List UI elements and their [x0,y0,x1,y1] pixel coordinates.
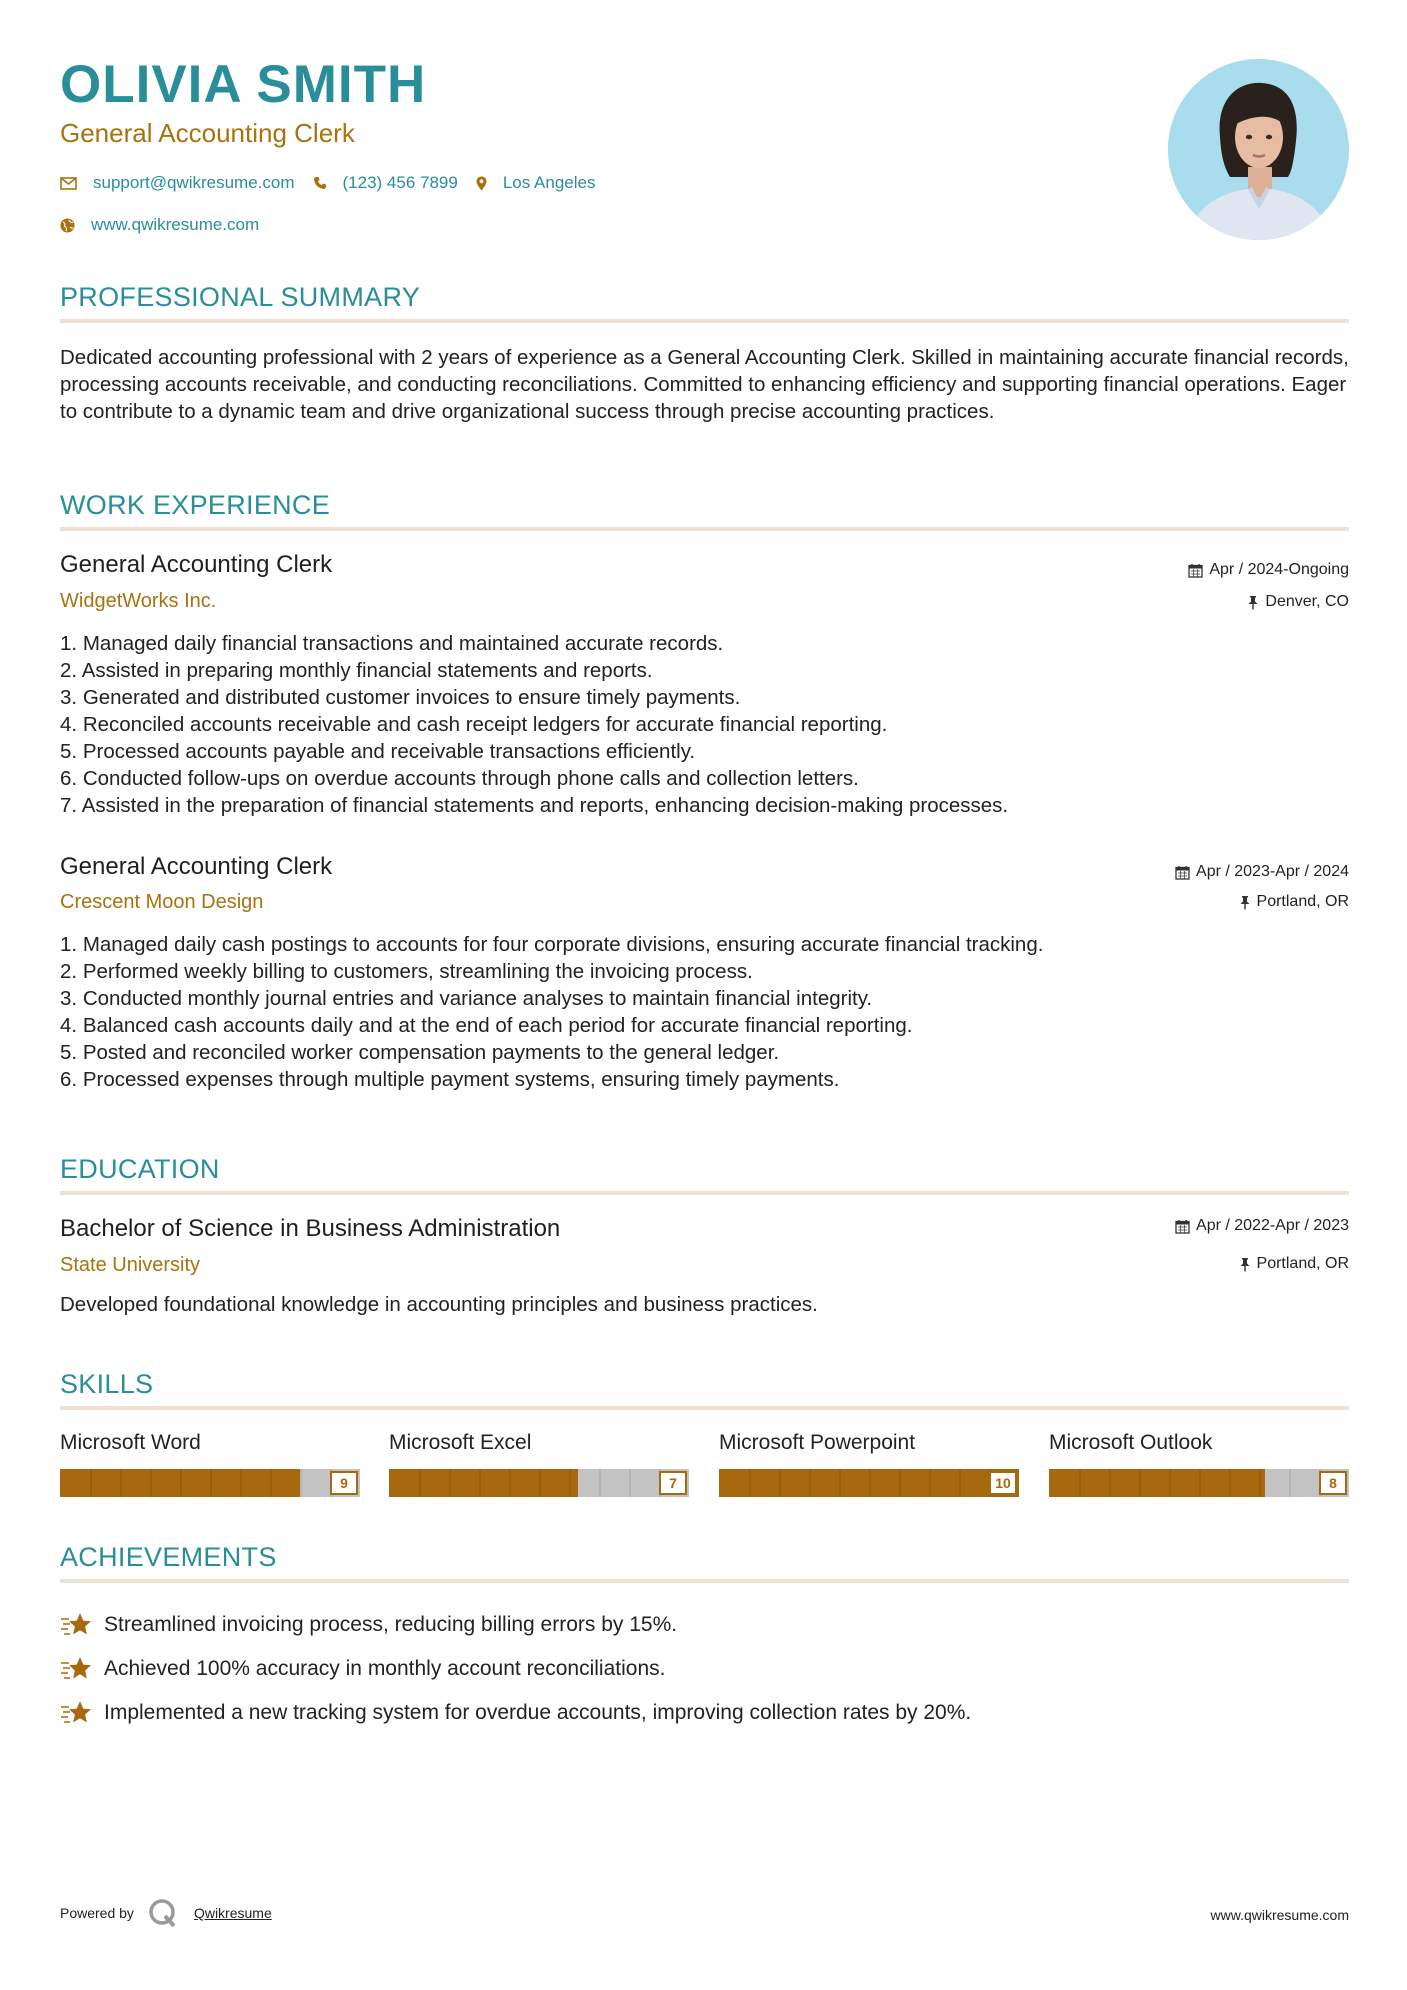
skill-bar-segment [1229,1469,1231,1497]
duty-item: 4. Balanced cash accounts daily and at the end of each period for accurate financial reporting. [60,1014,913,1037]
duty-item: 2. Assisted in preparing monthly financial statements and reports. [60,659,653,682]
skill-bar-segment [899,1469,901,1497]
section-divider [60,1191,1349,1195]
summary-text: Dedicated accounting professional with 2 years of experience as a General Accounting Clerk. Skilled in maintaining accurate financial records, processing accounts receivable, and conducting reconciliations. Committed to enhancing efficiency and supporting financial operations. Eager to contribute to a dynamic team and drive organizational success through precise accounting practices. [60,346,1349,423]
duty-item: 4. Reconciled accounts receivable and cash receipt ledgers for accurate financial reporting. [60,713,888,736]
duty-item: 1. Managed daily cash postings to accounts for four corporate divisions, ensuring accurate financial tracking. [60,933,1044,956]
skill-bar-segment [1139,1469,1141,1497]
duty-item: 3. Conducted monthly journal entries and variance analyses to maintain financial integrity. [60,987,873,1010]
pushpin-icon [1239,1257,1251,1272]
achievement-item [60,1647,971,1691]
section-divider [60,527,1349,531]
education-location [1239,1256,1349,1272]
skill-bar-segment [749,1469,751,1497]
skill-bar-segment [1169,1469,1171,1497]
duty-item: 7. Assisted in the preparation of financial statements and reports, enhancing decision-making processes. [60,794,1009,817]
skill-score: 9 [330,1471,358,1495]
skill-score: 10 [989,1471,1017,1495]
duty-item: 1. Managed daily financial transactions and maintained accurate records. [60,632,724,655]
calendar-icon [1188,563,1203,578]
map-pin-icon [476,176,487,191]
skill-bar [719,1469,1019,1497]
achievement-text: Achieved 100% accuracy in monthly account reconciliations. [104,1657,666,1680]
skill-bar-segment [539,1469,541,1497]
job-duties-list [60,931,1349,1093]
skill-name: Microsoft Outlook [1049,1431,1213,1454]
skill-name: Microsoft Excel [389,1431,532,1454]
calendar-icon [1175,1219,1190,1234]
skill-bar-segment [120,1469,122,1497]
skill-score: 7 [659,1471,687,1495]
skill-bar-fill [1049,1469,1265,1497]
star-icon [60,1700,92,1726]
envelope-icon [60,177,77,190]
achievements-list [60,1603,971,1735]
section-divider [60,1579,1349,1583]
star-icon [60,1612,92,1638]
achievement-text: Streamlined invoicing process, reducing billing errors by 15%. [104,1613,678,1636]
section-title-experience: WORK EXPERIENCE [60,490,331,520]
skill-bar-segment [629,1469,631,1497]
job-company: WidgetWorks Inc. [60,590,217,612]
skill-bar-segment [839,1469,841,1497]
job-title: General Accounting Clerk [60,551,333,578]
contact-phone[interactable] [313,173,458,193]
skill-bar-segment [479,1469,481,1497]
duty-item: 5. Processed accounts payable and receivable transactions efficiently. [60,740,696,763]
qwikresume-logo-icon [148,1898,178,1928]
skill-name: Microsoft Word [60,1431,201,1454]
qwikresume-link[interactable]: Qwikresume [193,1905,272,1921]
skill-bar-segment [150,1469,152,1497]
contact-row-website [60,215,277,235]
calendar-icon [1175,865,1190,880]
duty-item: 5. Posted and reconciled worker compensation payments to the general ledger. [60,1041,780,1064]
skill-bar-segment [569,1469,571,1497]
job-location [1247,594,1349,610]
skill-bar-segment [419,1469,421,1497]
footer-powered-by [60,1898,272,1928]
phone-icon [313,176,327,190]
duty-item: 2. Performed weekly billing to customers, streamlining the invoicing process. [60,960,753,983]
email-text: support@qwikresume.com [93,173,295,192]
skill-bar-fill [389,1469,578,1497]
profile-photo-image [1168,59,1349,240]
section-divider [60,319,1349,323]
skill-item [1049,1431,1349,1491]
skill-name: Microsoft Powerpoint [719,1431,916,1454]
contact-email[interactable] [60,173,295,193]
skill-bar-segment [449,1469,451,1497]
duty-item: 6. Processed expenses through multiple payment systems, ensuring timely payments. [60,1068,840,1091]
skill-bar-segment [779,1469,781,1497]
candidate-name: OLIVIA SMITH [60,55,427,114]
job-location [1239,894,1349,910]
skill-bar-segment [1079,1469,1081,1497]
skill-bar-segment [1259,1469,1261,1497]
education-dates-text: Apr / 2022-Apr / 2023 [1196,1217,1349,1234]
skill-bar-segment [240,1469,242,1497]
skill-bar-segment [1109,1469,1111,1497]
contact-website[interactable] [60,215,259,235]
candidate-title: General Accounting Clerk [60,118,355,148]
skill-bar-segment [929,1469,931,1497]
duty-item: 6. Conducted follow-ups on overdue accounts through phone calls and collection letters. [60,767,859,790]
skill-bar-segment [90,1469,92,1497]
job-location-text: Portland, OR [1256,893,1349,910]
website-text: www.qwikresume.com [91,215,260,234]
pushpin-icon [1247,595,1259,610]
profile-photo [1168,59,1349,240]
job-dates [1188,562,1349,578]
job-title: General Accounting Clerk [60,853,333,880]
job-company: Crescent Moon Design [60,891,264,913]
skill-bar-segment [509,1469,511,1497]
section-title-skills: SKILLS [60,1369,154,1399]
skill-bar-segment [809,1469,811,1497]
education-school: State University [60,1254,201,1276]
skill-bar-segment [300,1469,302,1497]
contact-row [60,173,613,193]
skill-bar-segment [270,1469,272,1497]
footer-url[interactable]: www.qwikresume.com [1210,1907,1349,1923]
skill-bar-segment [1289,1469,1291,1497]
skill-bar-segment [210,1469,212,1497]
section-divider [60,1406,1349,1410]
skill-bar-segment [1199,1469,1201,1497]
duty-item: 3. Generated and distributed customer invoices to ensure timely payments. [60,686,741,709]
skill-bar [60,1469,360,1497]
globe-icon [60,218,75,233]
section-title-education: EDUCATION [60,1154,220,1184]
pushpin-icon [1239,895,1251,910]
skill-bar-segment [869,1469,871,1497]
phone-text: (123) 456 7899 [342,173,458,192]
skill-bar-segment [599,1469,601,1497]
location-text: Los Angeles [502,173,596,192]
job-location-text: Denver, CO [1265,593,1349,610]
education-location-text: Portland, OR [1256,1255,1349,1272]
achievement-item [60,1691,971,1735]
contact-location [476,173,596,193]
skill-item [389,1431,689,1491]
skill-item [60,1431,360,1491]
education-description: Developed foundational knowledge in accounting principles and business practices. [60,1293,818,1316]
achievement-text: Implemented a new tracking system for overdue accounts, improving collection rates by 20%. [104,1701,972,1724]
section-title-achievements: ACHIEVEMENTS [60,1542,277,1572]
job-duties-list [60,630,1349,819]
job-dates-text: Apr / 2024-Ongoing [1209,561,1349,578]
skill-bar-segment [959,1469,961,1497]
section-title-summary: PROFESSIONAL SUMMARY [60,282,421,312]
star-icon [60,1656,92,1682]
powered-by-label: Powered by [60,1905,134,1921]
skill-score: 8 [1319,1471,1347,1495]
education-degree: Bachelor of Science in Business Administration [60,1215,561,1242]
skill-bar [1049,1469,1349,1497]
job-dates [1175,864,1349,880]
skill-bar-segment [180,1469,182,1497]
education-dates [1175,1218,1349,1234]
job-dates-text: Apr / 2023-Apr / 2024 [1196,863,1349,880]
skill-bar [389,1469,689,1497]
achievement-item [60,1603,971,1647]
skill-item [719,1431,1019,1491]
